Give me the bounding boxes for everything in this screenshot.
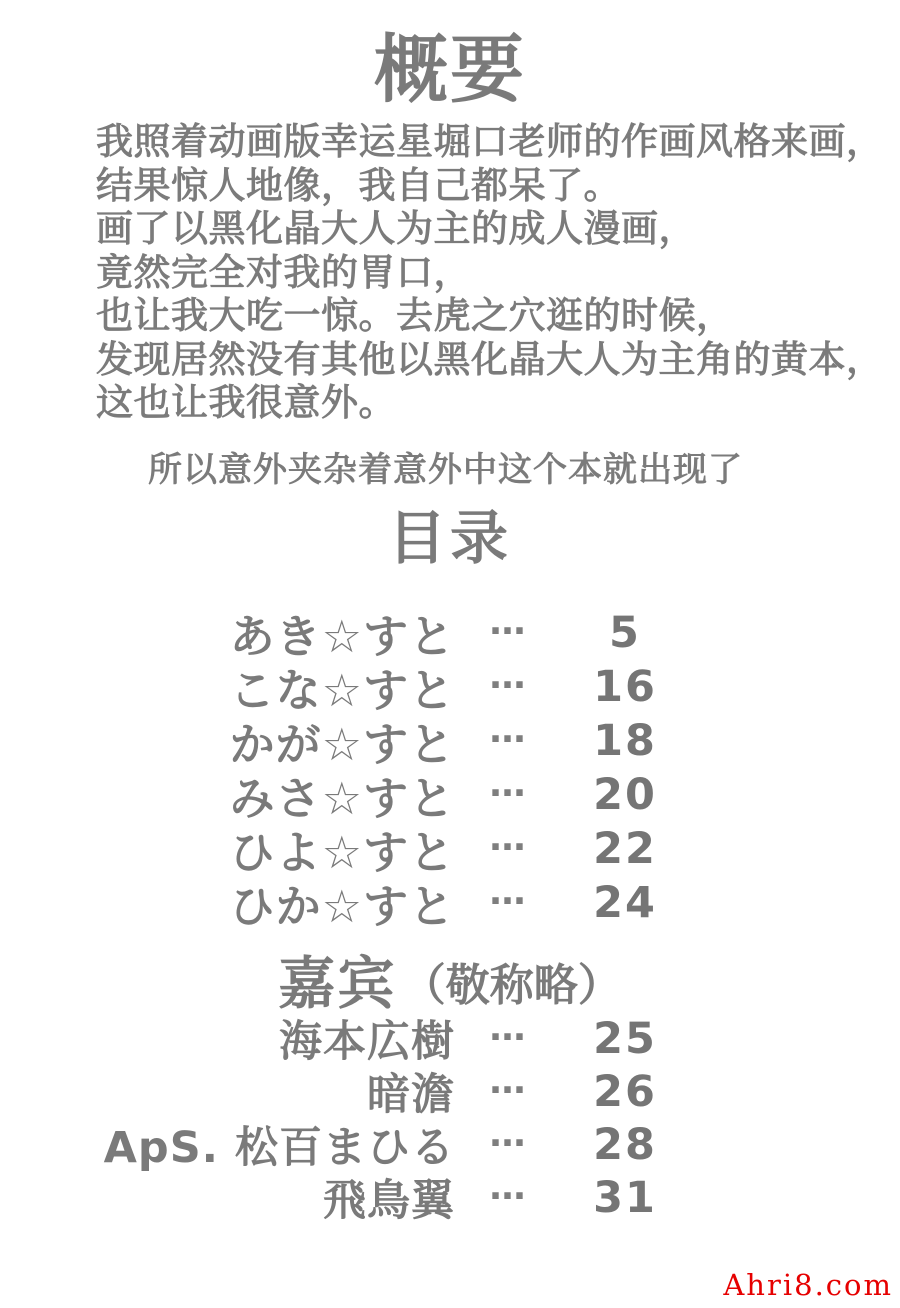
dots-separator: … [489,656,531,697]
guest-row [0,1061,900,1120]
dots-separator: … [489,818,531,859]
toc-table [0,600,900,933]
toc-entry-page: 20 [593,769,657,820]
dots-separator: … [489,1114,531,1155]
toc-entry-page: 5 [609,607,641,658]
dots-separator: … [489,710,531,751]
toc-title: 目录 [387,504,512,572]
summary-line: 也让我大吃一惊。去虎之穴逛的时候， [96,294,734,337]
guest-entry-label: 海本広樹 [279,1017,455,1067]
toc-row [0,708,900,771]
dots-separator: … [489,764,531,805]
toc-row [0,816,900,879]
guest-entry-label: 暗澹 [367,1070,455,1120]
guests-title-main: 嘉宾 [278,951,397,1017]
toc-row [0,600,900,663]
toc-entry-label: ひか☆すと [229,880,455,933]
toc-entry-label: こな☆すと [229,664,455,717]
dots-separator: … [489,1167,531,1208]
toc-entry-label: ひよ☆すと [229,826,455,879]
summary-line: 发现居然没有其他以黑化晶大人为主角的黄本， [96,337,884,381]
toc-entry-label: かが☆すと [229,718,455,771]
dots-separator: … [489,872,531,913]
guest-row [0,1008,900,1067]
guests-title-suffix: （敬称略） [401,960,622,1011]
guest-entry-page: 31 [593,1172,657,1223]
guest-row [0,1114,900,1173]
toc-entry-page: 24 [593,877,657,928]
toc-row [0,654,900,717]
guest-entry-page: 25 [593,1013,657,1064]
dots-separator: … [489,602,531,643]
guest-entry-page: 26 [593,1066,657,1117]
toc-entry-label: あき☆すと [229,610,455,663]
summary-line: 画了以黑化晶大人为主的成人漫画， [96,207,696,250]
toc-row [0,870,900,933]
summary-conclusion: 所以意外夹杂着意外中这个本就出现了 [148,450,743,490]
guest-table [0,1008,900,1226]
guest-entry-label: 飛鳥翼 [323,1176,455,1226]
toc-entry-label: みさ☆すと [229,772,455,825]
watermark: Ahri8.com [723,1268,893,1302]
guest-entry-label: ApS. 松百まひる [103,1123,455,1173]
guest-entry-page: 28 [593,1119,657,1170]
summary-title: 概要 [374,27,526,113]
toc-row [0,762,900,825]
summary-line: 这也让我很意外。 [96,381,396,424]
toc-entry-page: 18 [593,715,657,766]
summary-paragraph [96,120,884,425]
guest-row [0,1167,900,1226]
toc-entry-page: 22 [593,823,657,874]
summary-line: 我照着动画版幸运星堀口老师的作画风格来画， [96,120,884,163]
summary-line: 结果惊人地像，我自己都呆了。 [96,163,621,207]
dots-separator: … [489,1061,531,1102]
summary-line: 竟然完全对我的胃口， [96,250,471,294]
dots-separator: … [489,1008,531,1049]
toc-entry-page: 16 [593,661,657,712]
